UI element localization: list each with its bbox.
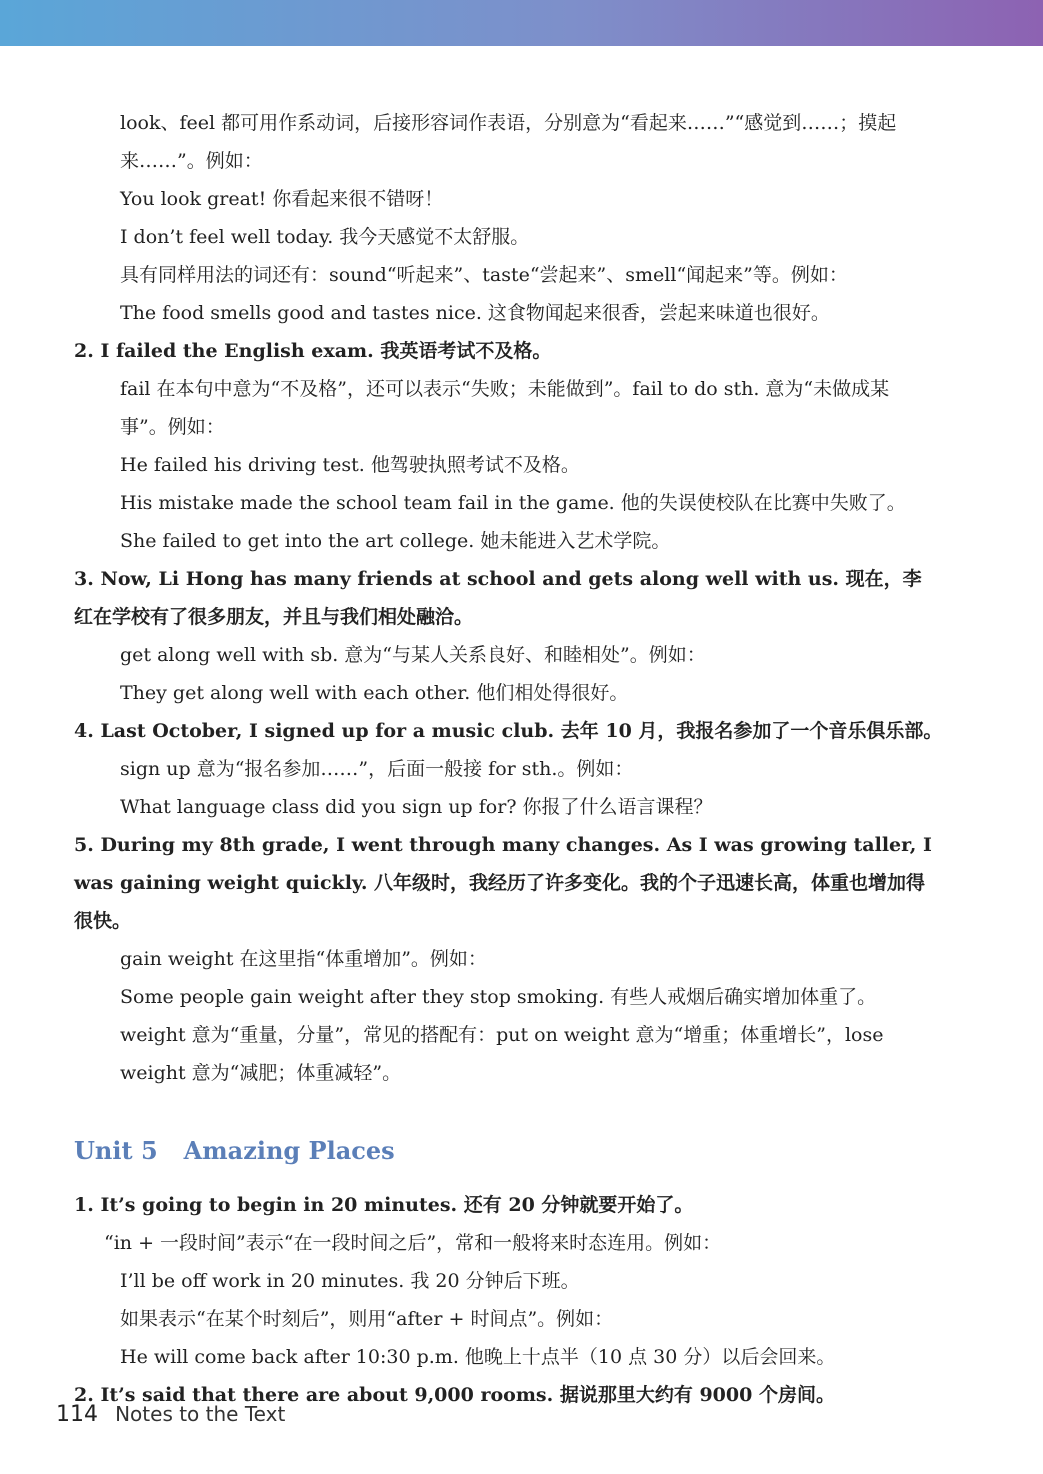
example-sentence: Some people gain weight after they stop smoking. 有些人戒烟后确实增加体重了。: [120, 986, 877, 1008]
unit5-note-heading-1: 1. It’s going to begin in 20 minutes. 还有 20 分钟就要开始了。: [74, 1194, 694, 1216]
example-sentence: What language class did you sign up for? 你报了什么语言课程？: [120, 796, 713, 818]
unit-number: Unit 5: [74, 1136, 158, 1165]
paragraph-get-along: get along well with sb. 意为“与某人关系良好、和睦相处”。例如：: [120, 644, 706, 666]
footer-title: Notes to the Text: [115, 1402, 286, 1426]
paragraph-in-time: “in + 一段时间”表示“在一段时间之后”，常和一般将来时态连用。例如：: [104, 1232, 722, 1254]
unit5-note-heading-2: 2. It’s said that there are about 9,000 rooms. 据说那里大约有 9000 个房间。: [74, 1384, 835, 1406]
unit-title: Amazing Places: [183, 1136, 395, 1165]
example-sentence: He failed his driving test. 他驾驶执照考试不及格。: [120, 454, 580, 476]
example-sentence: She failed to get into the art college. 她未能进入艺术学院。: [120, 530, 671, 552]
note-heading-3: 3. Now, Li Hong has many friends at school and gets along well with us. 现在，李红在学校有了很多朋友，并且与我们相处融洽。: [74, 568, 922, 628]
note-heading-4: 4. Last October, I signed up for a music club. 去年 10 月，我报名参加了一个音乐俱乐部。: [74, 720, 943, 742]
page-number: 114: [56, 1402, 98, 1427]
example-sentence: The food smells good and tastes nice. 这食物闻起来很香，尝起来味道也很好。: [120, 302, 830, 324]
paragraph-weight: weight 意为“重量，分量”，常见的搭配有：put on weight 意为“增重；体重增长”，lose weight 意为“减肥；体重减轻”。: [120, 1024, 884, 1084]
paragraph-similar-words: 具有同样用法的词还有：sound“听起来”、taste“尝起来”、smell“闻起来”等。例如：: [120, 264, 848, 286]
paragraph-gain-weight: gain weight 在这里指“体重增加”。例如：: [120, 948, 487, 970]
page-footer: [56, 1402, 285, 1436]
note-heading-5: 5. During my 8th grade, I went through many changes. As I was growing taller, I was gaining weight quickly. 八年级时，我经历了许多变化。我的个子迅速长高，体重也增加得很快。: [74, 834, 932, 932]
paragraph-fail: fail 在本句中意为“不及格”，还可以表示“失败；未能做到”。fail to do sth. 意为“未做成某事”。例如：: [120, 378, 890, 438]
example-sentence: They get along well with each other. 他们相处得很好。: [120, 682, 629, 704]
example-sentence: I’ll be off work in 20 minutes. 我 20 分钟后下班。: [120, 1270, 580, 1292]
paragraph-sign-up: sign up 意为“报名参加……”，后面一般接 for sth.。例如：: [120, 758, 634, 780]
header-color-band: [0, 0, 1043, 46]
example-sentence: His mistake made the school team fail in the game. 他的失误使校队在比赛中失败了。: [120, 492, 906, 514]
example-sentence: You look great! 你看起来很不错呀！: [120, 188, 444, 210]
paragraph-after-time: 如果表示“在某个时刻后”，则用“after + 时间点”。例如：: [120, 1308, 614, 1330]
example-sentence: He will come back after 10:30 p.m. 他晚上十点半（10 点 30 分）以后会回来。: [120, 1346, 836, 1368]
page-body: [74, 104, 943, 1414]
unit-heading: [74, 1132, 934, 1170]
example-sentence: I don’t feel well today. 我今天感觉不太舒服。: [120, 226, 530, 248]
paragraph-look-feel: look、feel 都可用作系动词，后接形容词作表语，分别意为“看起来……”“感觉到……；摸起来……”。例如：: [120, 112, 897, 172]
note-heading-2: 2. I failed the English exam. 我英语考试不及格。: [74, 340, 552, 362]
